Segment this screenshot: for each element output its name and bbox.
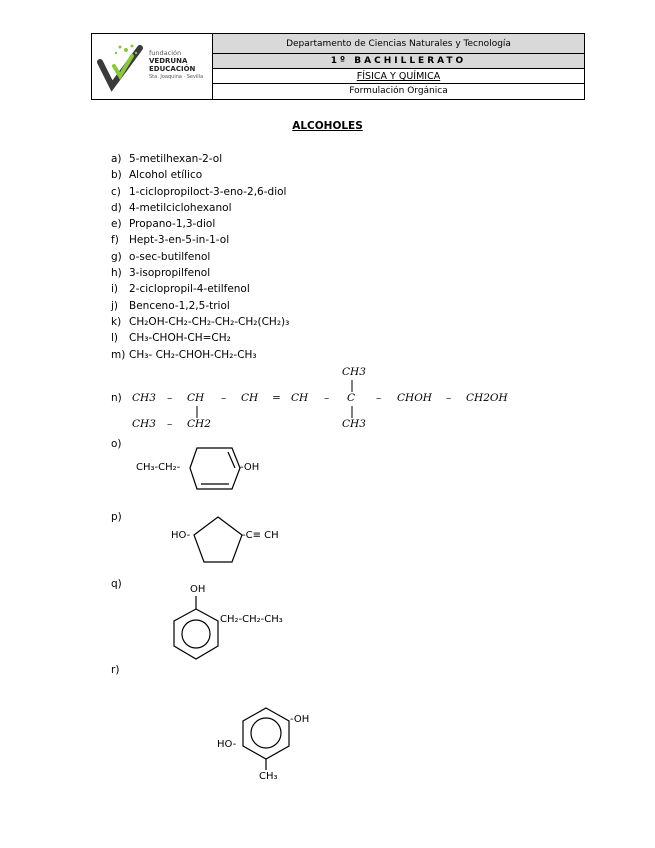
- n-main-3: –: [221, 392, 227, 404]
- n-main-8: C: [347, 392, 356, 404]
- list-item: l) CH₃-CHOH-CH=CH₂: [111, 332, 231, 345]
- list-item: i) 2-ciclopropil-4-etilfenol: [111, 283, 250, 296]
- o-left-group: CH₃-CH₂-: [136, 462, 181, 473]
- list-item: j) Benceno-1,2,5-triol: [111, 299, 230, 312]
- item-r-letter: r): [111, 664, 120, 676]
- n-main-1: –: [167, 392, 173, 404]
- n-ch3-top: CH3: [342, 366, 366, 378]
- n-main-10: CHOH: [397, 392, 432, 404]
- n-below-0: CH3: [132, 418, 156, 430]
- n-ch3-bottom: CH3: [342, 418, 366, 430]
- item-n-letter: n): [111, 392, 122, 404]
- r-bottom-group: CH₃: [259, 771, 278, 782]
- item-o-letter: o): [111, 438, 122, 450]
- n-main-11: –: [446, 392, 452, 404]
- list-item: d) 4-metilciclohexanol: [111, 201, 232, 214]
- n-main-6: CH: [291, 392, 309, 404]
- p-left-group: HO-: [171, 530, 191, 541]
- item-p-letter: p): [111, 511, 122, 523]
- page-title: ALCOHOLES: [292, 120, 363, 132]
- subject-title: FÍSICA Y QUÍMICA: [213, 69, 584, 84]
- item-q-letter: q): [111, 578, 122, 590]
- list-item: a) 5-metilhexan-2-ol: [111, 153, 223, 165]
- n-below-2: CH2: [187, 418, 211, 430]
- n-main-5: =: [272, 392, 281, 404]
- q-right-group: CH₂-CH₂-CH₃: [220, 614, 283, 625]
- list-item: k) CH₂OH-CH₂-CH₂-CH₂-CH₂(CH₂)₃: [111, 315, 290, 328]
- n-main-7: –: [324, 392, 330, 404]
- list-item: b) Alcohol etílico: [111, 169, 203, 182]
- course-title: 1º BACHILLERATO: [213, 54, 584, 69]
- o-right-group: -OH: [240, 462, 260, 473]
- logo-text: fundación VEDRUNA EDUCACIÓN Sta. Joaquina · Sevilla: [149, 49, 204, 80]
- list-item: m) CH₃- CH₂-CHOH-CH₂-CH₃: [111, 348, 257, 361]
- n-main-12: CH2OH: [466, 392, 508, 404]
- list-item: g) o-sec-butilfenol: [111, 250, 211, 263]
- n-main-4: CH: [241, 392, 259, 404]
- topic-title: Formulación Orgánica: [349, 86, 448, 96]
- department-title: Departamento de Ciencias Naturales y Tecnología: [213, 34, 584, 54]
- n-main-0: CH3: [132, 392, 156, 404]
- n-below-1: –: [167, 418, 173, 430]
- n-main-2: CH: [187, 392, 205, 404]
- list-item: f) Hept-3-en-5-in-1-ol: [111, 234, 230, 247]
- q-top-group: OH: [190, 584, 206, 595]
- p-right-group: -C≡ CH: [242, 530, 279, 541]
- list-item: c) 1-ciclopropiloct-3-eno-2,6-diol: [111, 185, 287, 198]
- list-item: h) 3-isopropilfenol: [111, 267, 211, 280]
- r-right-group: -OH: [290, 714, 310, 725]
- r-left-group: HO-: [217, 739, 237, 750]
- list-item: e) Propano-1,3-diol: [111, 218, 216, 231]
- n-main-9: –: [376, 392, 382, 404]
